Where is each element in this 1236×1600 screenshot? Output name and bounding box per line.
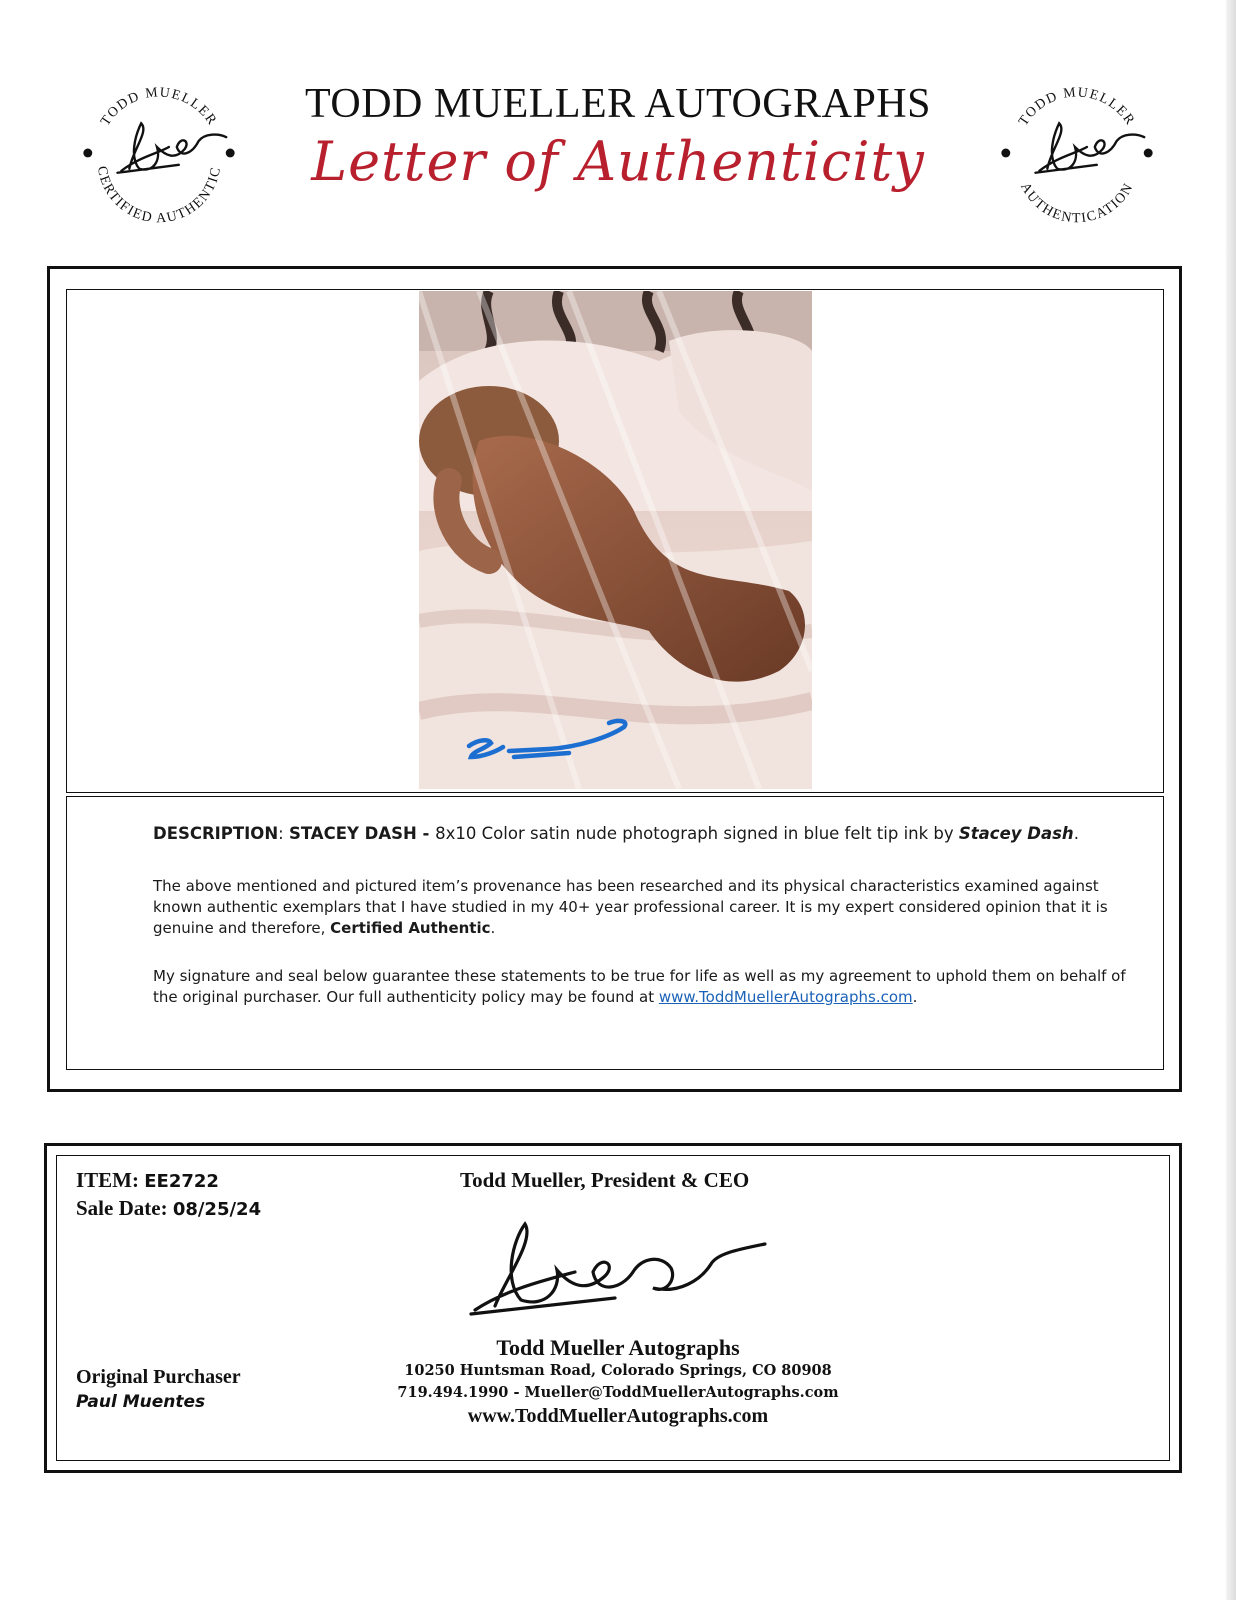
seal-right bbox=[988, 62, 1166, 240]
description-text: 8x10 Color satin nude photograph signed in blue felt tip ink by bbox=[435, 824, 959, 843]
seal-left-bottom-text: CERTIFIED AUTHENTIC bbox=[94, 164, 224, 226]
company-name: Todd Mueller Autographs bbox=[496, 1335, 740, 1360]
guarantee-end: . bbox=[912, 988, 918, 1006]
item-number bbox=[76, 1168, 219, 1193]
contact-separator: - bbox=[508, 1384, 525, 1401]
ceo-title: Todd Mueller, President & CEO bbox=[460, 1168, 750, 1192]
website-link[interactable]: www.ToddMuellerAutographs.com bbox=[658, 988, 913, 1006]
sale-date-label: Sale Date: bbox=[76, 1196, 168, 1220]
purchaser-label: Original Purchaser bbox=[76, 1366, 241, 1388]
sale-date-value: 08/25/24 bbox=[172, 1199, 262, 1220]
description-colon: : bbox=[278, 824, 289, 843]
company-website[interactable]: www.ToddMuellerAutographs.com bbox=[467, 1405, 769, 1427]
seal-right-top-text: TODD MUELLER bbox=[1015, 84, 1139, 129]
description-signer: Stacey Dash bbox=[958, 824, 1074, 843]
guarantee-text: My signature and seal below guarantee these statements to be true for life as well as my agreement to uphold them on behalf of the original purchaser. Our full authenticity policy may be found at bbox=[153, 967, 1126, 1006]
description-subject: STACEY DASH bbox=[288, 824, 417, 843]
provenance-end: . bbox=[490, 919, 496, 937]
scan-edge-shadow bbox=[1226, 0, 1236, 1600]
provenance-paragraph bbox=[153, 876, 1143, 939]
description-end: . bbox=[1073, 824, 1079, 843]
company-contact bbox=[0, 1384, 1236, 1401]
company-address: 10250 Huntsman Road, Colorado Springs, CO 80908 bbox=[404, 1362, 832, 1379]
purchaser-name: Paul Muentes bbox=[76, 1392, 206, 1412]
seal-left-top-text: TODD MUELLER bbox=[97, 84, 221, 129]
description-label: DESCRIPTION bbox=[153, 824, 279, 843]
page-title: TODD MUELLER AUTOGRAPHS bbox=[305, 81, 931, 127]
item-value: EE2722 bbox=[144, 1171, 219, 1192]
item-photograph bbox=[419, 291, 812, 789]
provenance-text: The above mentioned and pictured item’s provenance has been researched and its physical characteristics examined against known authentic exemplars that I have studied in my 40+ year professional career. It is my expert considered opinion that it is genuine and therefore, bbox=[153, 877, 1108, 937]
company-email[interactable]: Mueller@ToddMuellerAutographs.com bbox=[524, 1384, 839, 1401]
seal-right-bottom-text: AUTHENTICATION bbox=[1018, 179, 1136, 226]
guarantee-paragraph bbox=[153, 966, 1143, 1008]
description-line bbox=[153, 823, 1143, 844]
ceo-signature bbox=[465, 1210, 780, 1325]
certified-authentic: Certified Authentic bbox=[330, 919, 491, 937]
item-label: ITEM: bbox=[76, 1168, 139, 1192]
sale-date bbox=[76, 1196, 261, 1221]
company-phone: 719.494.1990 bbox=[397, 1384, 509, 1401]
description-dash: - bbox=[416, 824, 436, 843]
page-subtitle: Letter of Authenticity bbox=[311, 130, 925, 193]
